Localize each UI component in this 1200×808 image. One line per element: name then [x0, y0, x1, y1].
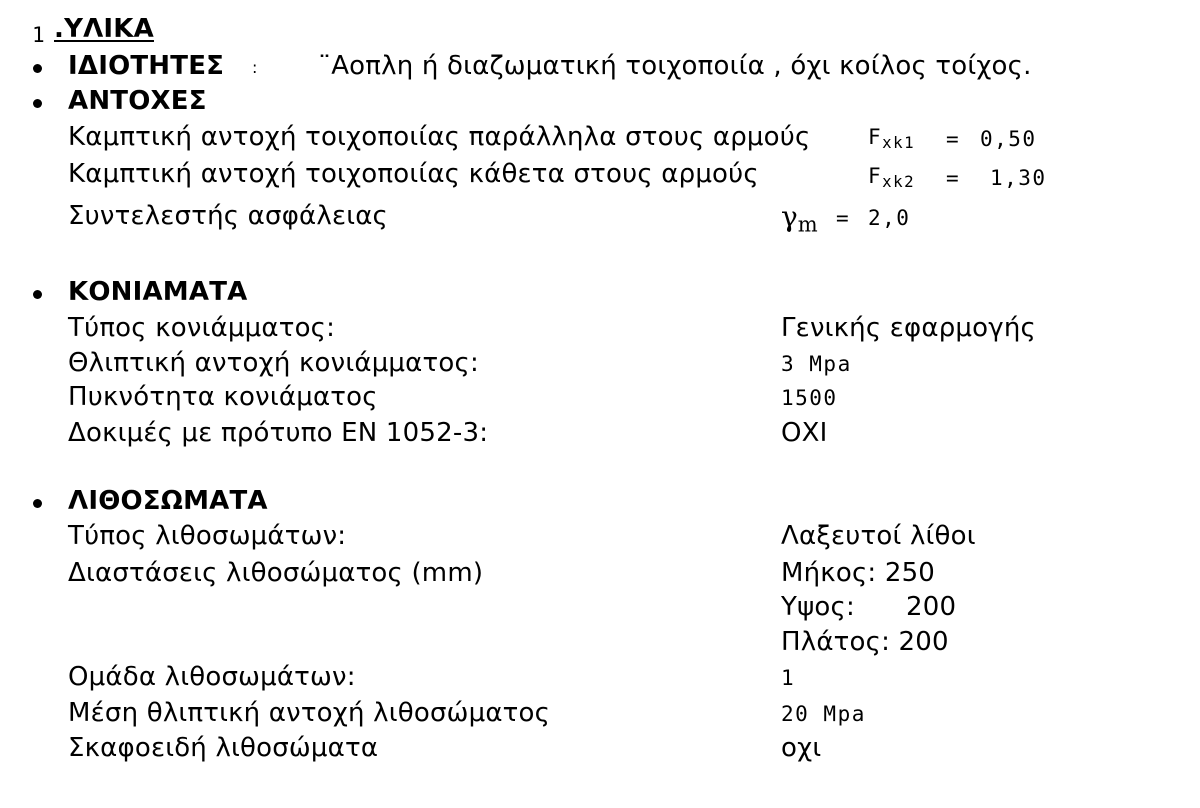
safety-factor-symbol: $\gamma_m$	[781, 200, 818, 237]
flexural-perpendicular-value: 1,30	[990, 166, 1047, 190]
safety-factor-value: 2,0	[868, 206, 911, 230]
bullet-units	[33, 499, 42, 508]
unit-group-value: 1	[781, 666, 796, 690]
bullet-properties	[33, 64, 42, 73]
bullet-resistances	[33, 99, 42, 108]
units-heading: ΛΙΘΟΣΩΜΑΤΑ	[68, 486, 268, 516]
properties-value: ¨Αοπλη ή διαζωματική τοιχοποιία , όχι κοίλος τοίχος.	[318, 51, 1032, 81]
safety-factor-label: Συντελεστής ασφάλειας	[68, 201, 389, 231]
mortar-strength-value: 3 Μpa	[781, 352, 852, 376]
flexural-parallel-value: 0,50	[980, 127, 1037, 151]
unit-strength-value: 20 Μpa	[781, 702, 866, 726]
flexural-perpendicular-symbol: $F_{xk2}$	[868, 164, 916, 191]
unit-type-value: Λαξευτοί λίθοι	[781, 521, 976, 551]
flexural-parallel-equals: =	[946, 127, 961, 151]
unit-height-label: Υψος:	[781, 592, 855, 622]
properties-heading: ΙΔΙΟΤΗΤΕΣ	[68, 51, 225, 81]
resistances-heading: ΑΝΤΟΧΕΣ	[68, 86, 207, 116]
unit-type-label: Τύπος λιθοσωμάτων:	[68, 521, 347, 551]
unit-dimensions-label: Διαστάσεις λιθοσώματος (mm)	[68, 558, 484, 588]
safety-factor-equals: =	[836, 206, 851, 230]
section-title: .ΥΛΙΚΑ	[54, 14, 154, 44]
flexural-parallel-symbol: $F_{xk1}$	[868, 125, 916, 152]
unit-length: Μήκος: 250	[781, 558, 936, 588]
unit-hollow-label: Σκαφοειδή λιθοσώματα	[68, 733, 379, 763]
flexural-perpendicular-label: Καμπτική αντοχή τοιχοποιίας κάθετα στους αρμούς	[68, 159, 759, 189]
flexural-parallel-label: Καμπτική αντοχή τοιχοποιίας παράλληλα στους αρμούς	[68, 122, 811, 152]
unit-group-label: Ομάδα λιθοσωμάτων:	[68, 662, 356, 692]
mortar-test-label: Δοκιμές με πρότυπο ΕΝ 1052-3:	[68, 418, 489, 448]
unit-height-value: 200	[906, 592, 957, 622]
unit-strength-label: Μέση θλιπτική αντοχή λιθοσώματος	[68, 698, 551, 728]
properties-colon: :	[252, 58, 258, 77]
mortar-density-value: 1500	[781, 386, 838, 410]
mortar-type-value: Γενικής εφαρμογής	[781, 313, 1037, 343]
flexural-perpendicular-equals: =	[946, 166, 961, 190]
unit-hollow-value: οχι	[781, 733, 822, 763]
bullet-mortars	[33, 290, 42, 299]
section-number: 1	[32, 23, 45, 47]
mortar-strength-label: Θλιπτική αντοχή κονιάμματος:	[68, 348, 479, 378]
mortar-density-label: Πυκνότητα κονιάματος	[68, 382, 378, 412]
mortar-type-label: Τύπος κονιάμματος:	[68, 313, 336, 343]
mortar-test-value: ΟΧΙ	[781, 418, 828, 448]
unit-width: Πλάτος: 200	[781, 627, 949, 657]
mortars-heading: ΚΟΝΙΑΜΑΤΑ	[68, 277, 248, 307]
